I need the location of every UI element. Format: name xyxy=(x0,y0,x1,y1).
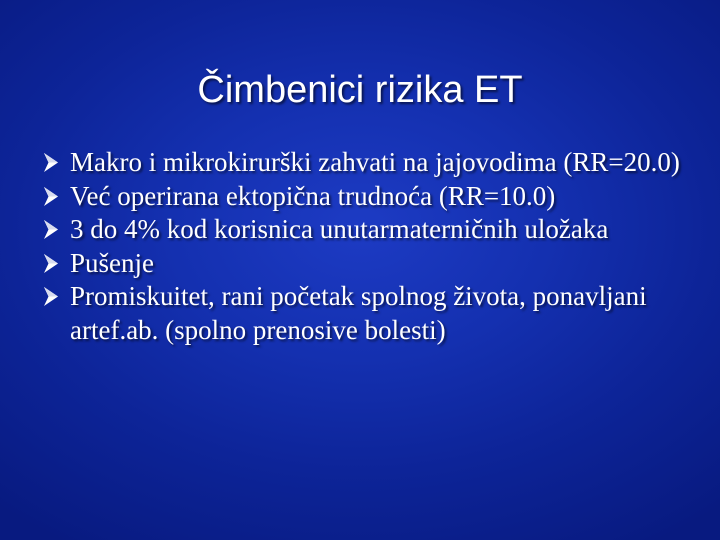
arrowhead-bullet-icon xyxy=(44,220,58,239)
bullet-text: Makro i mikrokirurški zahvati na jajovodima (RR=20.0) xyxy=(70,147,680,177)
arrowhead-bullet-icon xyxy=(44,153,58,172)
bullet-text: 3 do 4% kod korisnica unutarmaterničnih uložaka xyxy=(70,214,609,244)
arrowhead-bullet-icon xyxy=(44,254,58,273)
bullet-text: Promiskuitet, rani početak spolnog života, ponavljani artef.ab. (spolno prenosive bolesti) xyxy=(70,281,647,345)
bullet-text: Pušenje xyxy=(70,247,154,278)
bullet-list xyxy=(32,146,692,347)
bullet-text: Već operirana ektopična trudnoća (RR=10.0) xyxy=(70,180,556,211)
bullet-item xyxy=(32,146,692,180)
bullet-item xyxy=(32,280,692,347)
slide-title: Čimbenici rizika ET xyxy=(197,69,523,111)
bullet-item xyxy=(32,180,692,214)
bullet-item xyxy=(32,247,692,281)
bullet-item xyxy=(32,213,692,247)
arrowhead-bullet-icon xyxy=(44,187,58,206)
arrowhead-bullet-icon xyxy=(44,287,58,306)
